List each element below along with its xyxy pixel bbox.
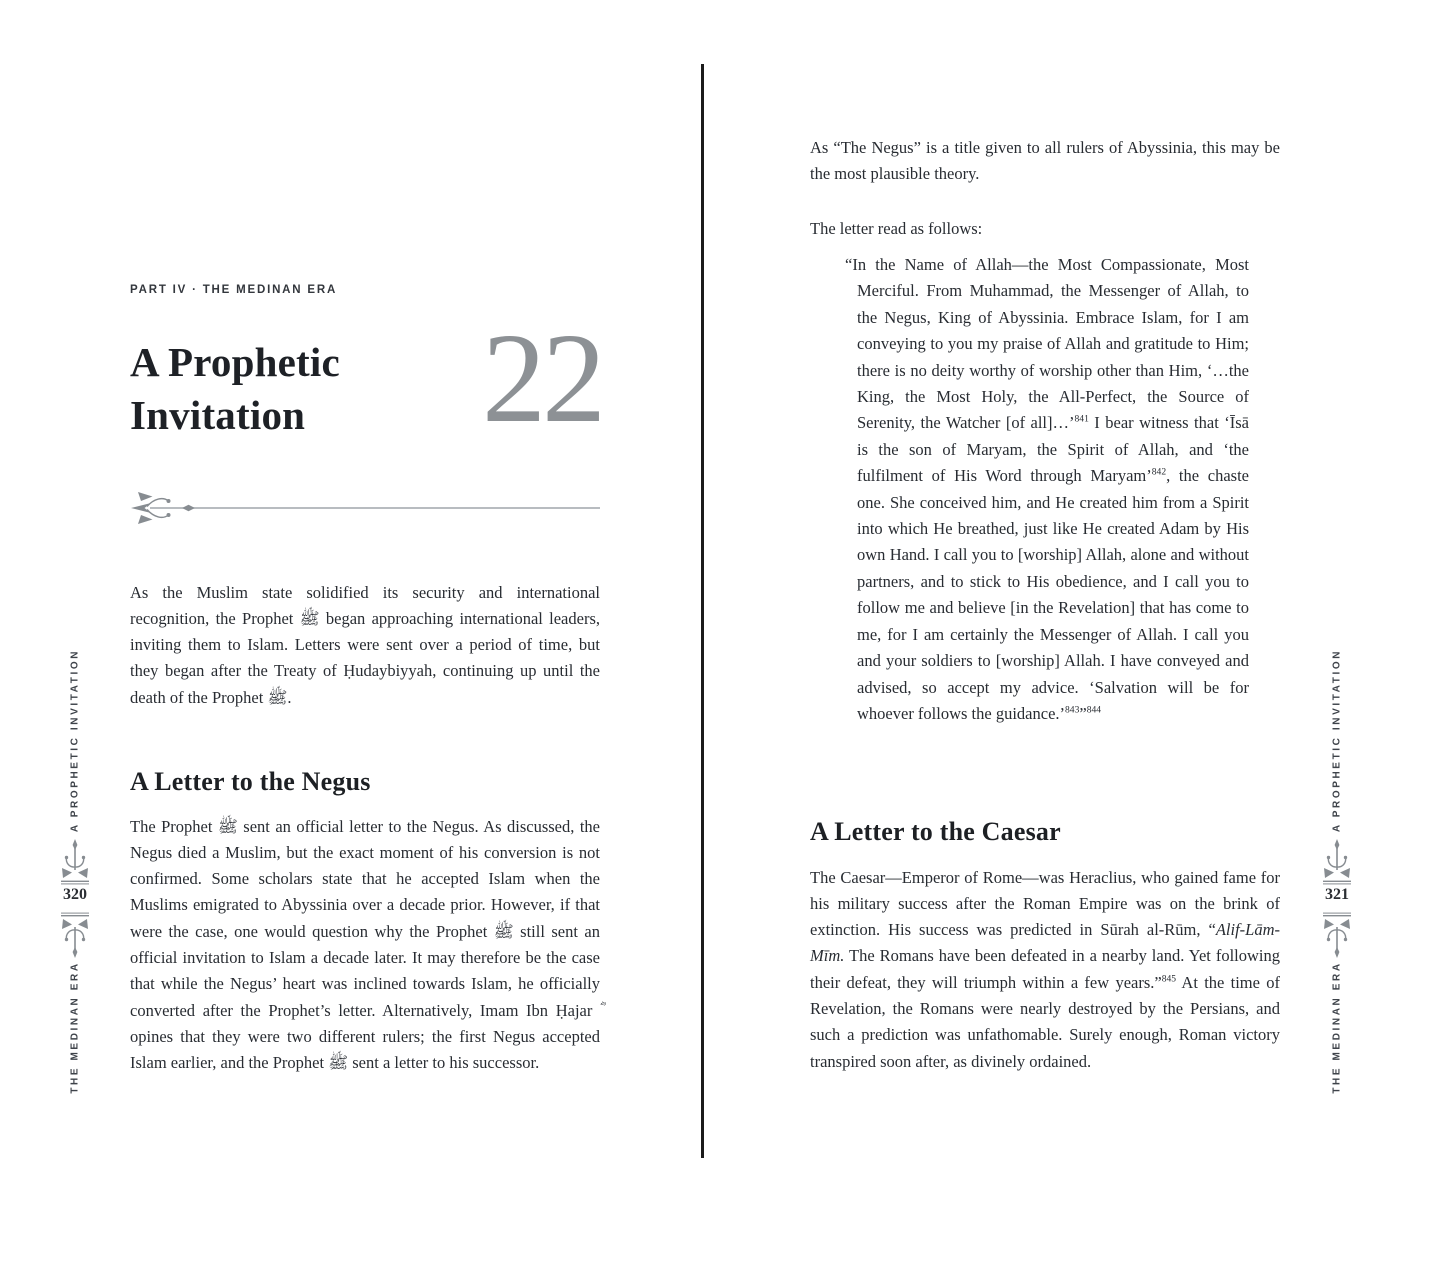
left-running-head-part: THE MEDINAN ERA [69, 961, 81, 1094]
section-heading-caesar: A Letter to the Caesar [810, 816, 1061, 846]
intro-paragraph: As the Muslim state solidified its security and international recognition, the Prophet ﷺ began approaching international leaders, inviting them to Islam. Letters were sent over a period of time, but they began after the Treaty of Ḥudaybiyyah, continuing up until the death of the Prophet ﷺ. [130, 582, 600, 707]
prophet-letter-quote: “In the Name of Allah—the Most Compassionate, Most Merciful. From Muhammad, the Messenger of Allah, to the Negus, King of Abyssinia. Embrace Islam, for I am conveying to you my praise of Allah and gratitude to Him; there is no deity worthy of worship other than Him, ‘…the King, the Most Holy, the All-Perfect, the Source of Serenity, the Watcher [of all]…’$^{841}$ I bear witness that ‘Īsā is the son of Maryam, the Spirit of Allah, and ‘the fulfilment of His Word through Maryam’$^{842}$, the chaste one. She conceived him, and He created him from a Spirit into which He breathed, just like He created Adam by His own Hand. I call you to [worship] Allah, alone and without partners, and to stick to His obedience, and I call you to follow me and believe [in the Revelation] that has come to me, for I am certainly the Messenger of Allah. I call you and your soldiers to [worship] Allah. I have conveyed and advised, so accept my advice. ‘Salvation will be for whoever follows the guidance.’$^{843}$”$^{844}$ [845, 255, 1249, 723]
page-number-left: 320 [63, 886, 87, 903]
negus-paragraph: The Prophet ﷺ sent an official letter to the Negus. As discussed, the Negus died a Muslim, but the exact moment of his conversion is not confirmed. Some scholars state that he accepted Islam when the Muslims emigrated to Abyssinia over a decade prior. However, if that were the case, one would question why the Prophet ﷺ still sent an official invitation to Islam a decade later. It may therefore be the case that while the Negus’ heart was inclined towards Islam, he officially converted after the Prophet’s letter. Alternatively, Imam Ibn Ḥajar ؓ opines that they were two different rulers; the first Negus accepted Islam earlier, and the Prophet ﷺ sent a letter to his successor. [130, 816, 600, 1073]
right-running-head-part: THE MEDINAN ERA [1331, 961, 1343, 1094]
gutter-rule [701, 64, 704, 1158]
part-kicker: PART IV · THE MEDINAN ERA [130, 284, 338, 296]
chapter-title [130, 336, 340, 442]
letter-lead-in: The letter read as follows: [810, 218, 983, 238]
negus-theory-paragraph: As “The Negus” is a title given to all rulers of Abyssinia, this may be the most plausible theory. [810, 137, 1280, 183]
page-number-right: 321 [1325, 886, 1349, 903]
epigraph-divider-icon [130, 490, 600, 526]
right-running-head-chapter: A PROPHETIC INVITATION [1331, 648, 1343, 833]
chapter-number: 22 [482, 307, 602, 449]
caesar-paragraph: The Caesar—Emperor of Rome—was Heraclius, who gained fame for his military success after the Roman Empire was on the brink of extinction. His success was predicted in Sūrah al-Rūm, “Alif-Lām-Mīm. The Romans have been defeated in a nearby land. Yet following their defeat, they will triumph within a few years.”$^{845}$ At the time of Revelation, the Romans were nearly destroyed by the Persians, and such a prediction was unfathomable. Surely enough, Roman victory transpired soon after, as divinely ordained. [810, 867, 1280, 1071]
chapter-title-line2: Invitation [130, 392, 306, 438]
section-heading-negus: A Letter to the Negus [130, 766, 371, 796]
chapter-title-line1: A Prophetic [130, 339, 340, 385]
left-running-head-chapter: A PROPHETIC INVITATION [69, 648, 81, 833]
